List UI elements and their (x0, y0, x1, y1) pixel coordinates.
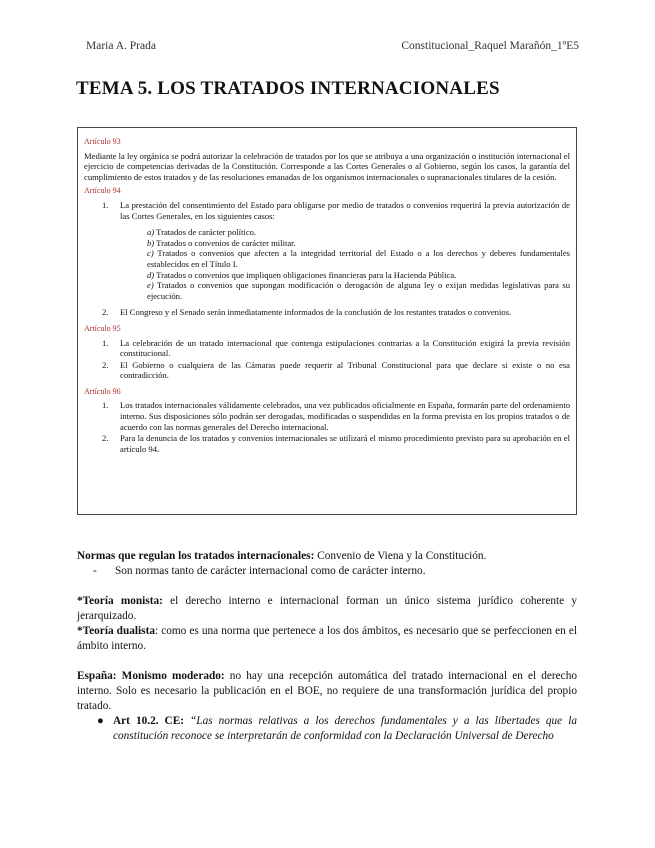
article-96-item-2 (84, 433, 570, 454)
bullet-quote: “Las normas relativas a los derechos fundamentales y a las libertades que la constitución reconoce se interpretarán de conformidad con la Declaración Universal de Derecho (113, 715, 577, 742)
article-94-item-2 (84, 307, 570, 318)
dualista-heading: *Teoría dualista (77, 625, 155, 637)
sub-letter: b) (147, 237, 155, 248)
sub-item (147, 227, 570, 238)
article-94-list-2 (84, 307, 570, 318)
sub-letter: e) (147, 280, 154, 291)
dualista-paragraph (77, 624, 577, 654)
normas-heading: Normas que regulan los tratados internacionales: (77, 550, 315, 562)
item-number: 2. (102, 307, 109, 318)
article-95-label: Artículo 95 (84, 323, 121, 333)
item-number: 2. (102, 433, 109, 444)
espana-heading: España: Monismo moderado: (77, 670, 225, 682)
page-title: TEMA 5. LOS TRATADOS INTERNACIONALES (76, 78, 500, 99)
article-94-list (84, 200, 570, 221)
item-text: La prestación del consentimiento del Estado para obligarse por medio de tratados o convenios requerirá la previa autorización de las Cortes Generales, en los siguientes casos: (120, 199, 570, 221)
article-94-sublist (147, 227, 570, 301)
sub-text: Tratados o convenios que supongan modificación o derogación de alguna ley o exijan medidas legislativas para su ejecución. (147, 280, 570, 301)
monista-paragraph (77, 594, 577, 624)
sub-text: Tratados o convenios de carácter militar. (156, 237, 296, 248)
sub-text: Tratados de carácter político. (156, 227, 257, 238)
espana-paragraph (77, 669, 577, 714)
item-text: La celebración de un tratado internacional que contenga estipulaciones contrarias a la Constitución exigirá la previa revisión constitucional. (120, 337, 570, 359)
art-10-2-bullet (77, 714, 577, 744)
article-96-item-1 (84, 400, 570, 432)
sub-item (147, 270, 570, 281)
header-course: Constitucional_Raquel Marañón_1ºE5 (401, 40, 579, 52)
dash-text: Son normas tanto de carácter internacional como de carácter interno. (115, 565, 426, 577)
article-95-item-2 (84, 360, 570, 381)
item-text: El Congreso y el Senado serán inmediatamente informados de la conclusión de los restantes tratados o convenios. (120, 307, 512, 318)
article-96-list (84, 400, 570, 454)
item-number: 1. (102, 400, 109, 411)
sub-item (147, 280, 570, 301)
item-number: 2. (102, 359, 109, 370)
monista-heading: *Teoría monista: (77, 595, 163, 607)
sub-item (147, 248, 570, 269)
item-number: 1. (102, 337, 109, 348)
normas-dash-item (77, 564, 577, 579)
article-96-label: Artículo 96 (84, 386, 121, 396)
sub-letter: d) (147, 269, 155, 280)
sub-letter: a) (147, 227, 155, 238)
article-93-label: Artículo 93 (84, 137, 121, 146)
monista-text: el derecho interno e internacional forman un único sistema jurídico coherente y jerarquizado. (77, 595, 577, 622)
item-text: El Gobierno o cualquiera de las Cámaras puede requerir al Tribunal Constitucional para que declare si existe o no esa contradicción. (120, 359, 570, 381)
item-text: Los tratados internacionales válidamente celebrados, una vez publicados oficialmente en España, formarán parte del ordenamiento interno. Sus disposiciones sólo podrán ser derogadas, modificadas o suspendidas en la forma prevista en los propios tratados o de acuerdo con las normas generales del Derecho internacional. (120, 400, 570, 432)
dualista-text: : como es una norma que pertenece a los dos ámbitos, es necesario que se perfeccionen en el ámbito interno. (77, 625, 577, 652)
dash-mark: - (93, 565, 97, 577)
header-author: Maria A. Prada (86, 40, 156, 52)
bullet-icon: ● (97, 715, 104, 727)
bullet-heading: Art 10.2. CE: (113, 715, 185, 727)
article-93-text: Mediante la ley orgánica se podrá autorizar la celebración de tratados por los que se atribuya a una organización o institución internacional el ejercicio de competencias derivadas de la Constitución. Corresponde a las Cortes Generales o al Gobierno, según los casos, la garantía del cumplimiento de estos tratados y de las resoluciones emanadas de los organismos internacionales o supranacionales titulares de la cesión. (84, 150, 570, 182)
notes-body (77, 549, 577, 744)
normas-text: Convenio de Viena y la Constitución. (314, 550, 487, 562)
constitution-articles-box (77, 127, 577, 515)
item-text: Para la denuncia de los tratados y convenios internacionales se utilizará el mismo procedimiento previsto para su aprobación en el artículo 94. (120, 433, 570, 454)
article-94-label: Artículo 94 (84, 186, 121, 196)
sub-text: Tratados o convenios que afecten a la integridad territorial del Estado o a los derechos y deberes fundamentales establecidos en el Título I. (147, 248, 570, 269)
article-94-item-1 (84, 200, 570, 221)
sub-letter: c) (147, 248, 154, 259)
article-95-item-1 (84, 338, 570, 359)
normas-paragraph (77, 549, 577, 564)
espana-text: no hay una recepción automática del tratado internacional en el derecho interno. Solo es necesario la publicación en el BOE, no requiere de una transformación jurídica del propio tratado. (77, 670, 577, 712)
article-95-list (84, 338, 570, 381)
sub-text: Tratados o convenios que impliquen obligaciones financieras para la Hacienda Pública. (156, 269, 457, 280)
item-number: 1. (102, 199, 109, 210)
sub-item (147, 238, 570, 249)
